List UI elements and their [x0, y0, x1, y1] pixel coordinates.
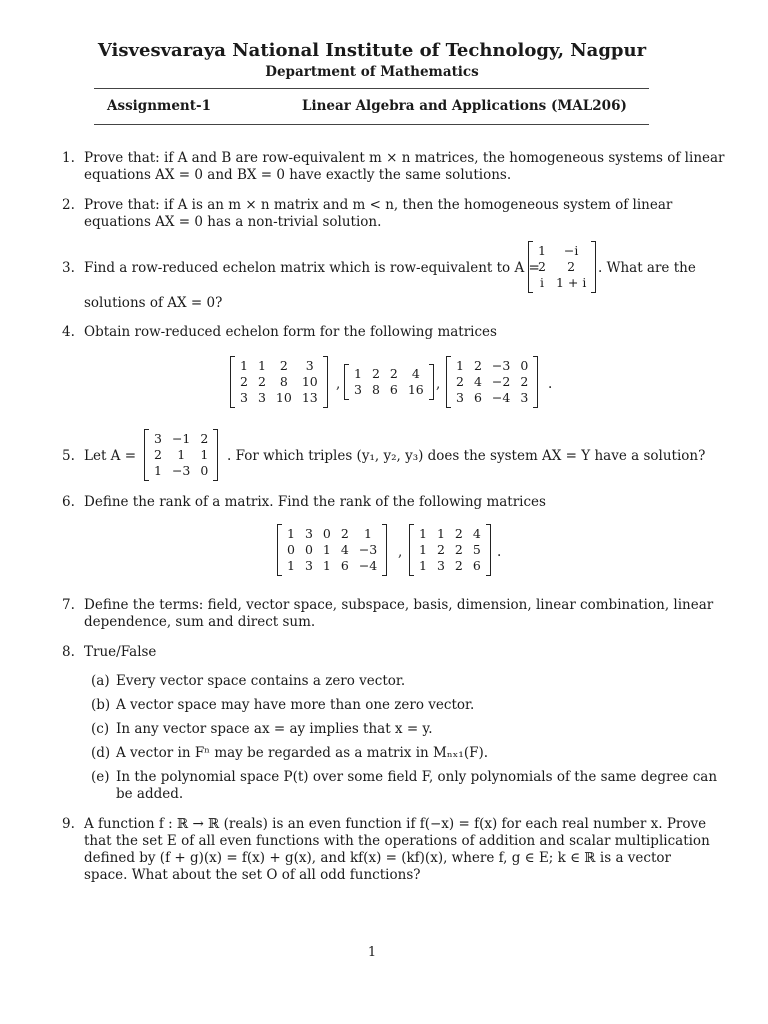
matrix-cell: 2 — [240, 374, 248, 389]
matrix-cell: 3 — [304, 558, 313, 573]
matrix-cell: 6 — [472, 558, 481, 573]
q8-item-e-text: In the polynomial space P(t) over some field F, only polynomials of the same degree can — [116, 769, 718, 785]
matrix-row — [235, 358, 323, 374]
matrix-cell: 3 — [240, 390, 248, 405]
matrix-cell: i — [539, 275, 544, 290]
q8-item-b-label: (b) — [91, 697, 111, 713]
matrix-cell: 0 — [322, 526, 331, 541]
matrix-body — [282, 526, 382, 574]
matrix-cell: 2 — [454, 558, 463, 573]
question-8-line-1: True/False — [84, 644, 157, 660]
question-4-number: 4. — [62, 324, 75, 340]
matrix-row — [349, 366, 429, 382]
question-4-matrix-1 — [230, 356, 328, 408]
question-9-number: 9. — [62, 816, 75, 832]
matrix-cell: 1 — [419, 542, 427, 557]
matrix-body — [349, 366, 429, 398]
page-number: 1 — [367, 945, 377, 960]
matrix-cell: −3 — [491, 358, 511, 373]
matrix-cell: 4 — [340, 542, 349, 557]
question-4-line-1: Obtain row-reduced echelon form for the following matrices — [84, 324, 497, 340]
question-5-matrix — [144, 429, 218, 481]
matrix-cell: 6 — [340, 558, 349, 573]
matrix-cell: 10 — [275, 390, 292, 405]
question-6-number: 6. — [62, 494, 75, 510]
matrix-right-bracket — [213, 429, 218, 481]
matrix-cell: 1 — [177, 447, 186, 462]
matrix-cell: 2 — [473, 358, 482, 373]
q8-item-e-label: (e) — [91, 769, 110, 785]
matrix-right-bracket — [533, 356, 538, 408]
matrix-cell: −i — [563, 243, 579, 258]
question-5-number: 5. — [62, 448, 75, 464]
matrix-row — [533, 243, 591, 259]
matrix-cell: 1 — [322, 558, 331, 573]
matrix-cell: 5 — [472, 542, 481, 557]
matrix-cell: −3 — [171, 463, 191, 478]
matrix-cell: 1 — [436, 526, 445, 541]
matrix-cell: 1 — [322, 542, 331, 557]
question-1-line-2: equations AX = 0 and BX = 0 have exactly the same solutions. — [84, 167, 512, 183]
matrix-cell: 1 — [419, 526, 427, 541]
matrix-cell: −4 — [491, 390, 511, 405]
matrix-row — [451, 390, 533, 406]
matrix-cell: 3 — [305, 358, 314, 373]
matrix-cell: 1 — [200, 447, 209, 462]
matrix-cell: 2 — [454, 526, 463, 541]
matrix-row — [149, 431, 213, 447]
matrix-row — [414, 558, 486, 574]
matrix-cell: 0 — [287, 542, 295, 557]
matrix-cell: 3 — [154, 431, 162, 446]
matrix-right-bracket — [486, 524, 491, 576]
matrix-cell: 8 — [371, 382, 380, 397]
matrix-row — [349, 382, 429, 398]
question-5-line-1a: Let A = — [84, 448, 137, 464]
matrix-cell: 1 — [456, 358, 464, 373]
matrix-cell: 0 — [520, 358, 529, 373]
matrix-row — [282, 542, 382, 558]
matrix-row — [533, 259, 591, 275]
matrix-cell: 16 — [407, 382, 424, 397]
matrix-right-bracket — [429, 364, 434, 400]
matrix-cell: 3 — [304, 526, 313, 541]
question-1-number: 1. — [62, 150, 75, 166]
matrix-cell: 2 — [567, 259, 576, 274]
q8-item-b-text: A vector space may have more than one zero vector. — [116, 697, 475, 713]
question-7-line-2: dependence, sum and direct sum. — [84, 614, 316, 630]
matrix-cell: −4 — [358, 558, 378, 573]
matrix-body — [149, 431, 213, 479]
matrix-cell: 2 — [389, 366, 398, 381]
matrix-cell: 4 — [473, 374, 482, 389]
matrix-cell: 3 — [354, 382, 362, 397]
matrix-body — [414, 526, 486, 574]
q8-item-e-text-2: be added. — [116, 786, 184, 802]
q8-item-a-label: (a) — [91, 673, 110, 689]
matrix-cell: 2 — [454, 542, 463, 557]
header-rule-bottom — [94, 124, 649, 125]
question-3-matrix — [528, 241, 596, 293]
matrix-cell: 2 — [520, 374, 529, 389]
question-9-line-2: that the set E of all even functions with the operations of addition and scalar multiplication — [84, 833, 710, 849]
matrix-body — [235, 358, 323, 406]
question-6-line-1: Define the rank of a matrix. Find the rank of the following matrices — [84, 494, 546, 510]
header-rule-top — [94, 88, 649, 89]
assignment-label: Assignment-1 — [107, 98, 211, 114]
question-9-line-3: defined by (f + g)(x) = f(x) + g(x), and kf(x) = (kf)(x), where f, g ∈ E; k ∈ ℝ is a vector — [84, 850, 671, 866]
question-3-number: 3. — [62, 260, 75, 276]
question-9-line-1: A function f : ℝ → ℝ (reals) is an even function if f(−x) = f(x) for each real number x. Prove — [84, 816, 707, 832]
matrix-row — [149, 447, 213, 463]
department-title: Department of Mathematics — [265, 64, 479, 80]
matrix-cell: 2 — [257, 374, 266, 389]
matrix-cell: 1 + i — [555, 275, 587, 290]
matrix-row — [414, 526, 486, 542]
matrix-cell: 1 — [419, 558, 427, 573]
matrix-row — [533, 275, 591, 291]
matrix-right-bracket — [323, 356, 328, 408]
matrix-right-bracket — [591, 241, 596, 293]
matrix-cell: 3 — [436, 558, 445, 573]
matrix-cell: 3 — [520, 390, 529, 405]
question-3-line-1a: Find a row-reduced echelon matrix which is row-equivalent to A = — [84, 260, 540, 276]
matrix-cell: 1 — [240, 358, 248, 373]
matrix-cell: 1 — [257, 358, 266, 373]
matrix-row — [149, 463, 213, 479]
q8-item-d-label: (d) — [91, 745, 111, 761]
question-3-line-1b: . What are the — [598, 260, 696, 276]
question-4-matrix-3 — [446, 356, 538, 408]
matrix-cell: 2 — [200, 431, 209, 446]
question-2-line-2: equations AX = 0 has a non-trivial solution. — [84, 214, 382, 230]
question-4-sep-1: , — [336, 376, 341, 392]
matrix-cell: 6 — [473, 390, 482, 405]
matrix-cell: −3 — [358, 542, 378, 557]
matrix-cell: 4 — [472, 526, 481, 541]
question-4-sep-2: , — [436, 376, 441, 392]
question-6-matrix-2 — [409, 524, 491, 576]
institute-title: Visvesvaraya National Institute of Technology, Nagpur — [97, 40, 647, 61]
matrix-cell: 2 — [154, 447, 162, 462]
matrix-cell: −2 — [491, 374, 511, 389]
matrix-right-bracket — [382, 524, 387, 576]
matrix-cell: 1 — [354, 366, 362, 381]
question-4-end: . — [548, 376, 553, 392]
matrix-cell: 1 — [287, 526, 295, 541]
question-1-line-1: Prove that: if A and B are row-equivalent m × n matrices, the homogeneous systems of linear — [84, 150, 725, 166]
matrix-cell: 1 — [538, 243, 546, 258]
question-6-end: . — [497, 544, 502, 560]
question-2-line-1: Prove that: if A is an m × n matrix and m < n, then the homogeneous system of linear — [84, 197, 673, 213]
matrix-cell: 2 — [340, 526, 349, 541]
question-3-line-2: solutions of AX = 0? — [84, 295, 223, 311]
question-4-matrix-2 — [344, 364, 434, 400]
matrix-cell: 1 — [364, 526, 372, 541]
q8-item-c-text: In any vector space ax = ay implies that x = y. — [116, 721, 433, 737]
matrix-row — [451, 374, 533, 390]
matrix-cell: −1 — [171, 431, 191, 446]
matrix-cell: 0 — [304, 542, 313, 557]
matrix-cell: 10 — [301, 374, 318, 389]
matrix-cell: 8 — [279, 374, 288, 389]
matrix-cell: 6 — [389, 382, 398, 397]
matrix-row — [235, 390, 323, 406]
question-6-sep: , — [398, 544, 403, 560]
matrix-body — [451, 358, 533, 406]
question-7-number: 7. — [62, 597, 75, 613]
matrix-cell: 2 — [371, 366, 380, 381]
matrix-row — [235, 374, 323, 390]
matrix-row — [451, 358, 533, 374]
matrix-cell: 0 — [200, 463, 209, 478]
question-5-line-1b: . For which triples (y₁, y₂, y₃) does the system AX = Y have a solution? — [227, 448, 706, 464]
course-title: Linear Algebra and Applications (MAL206) — [302, 98, 627, 114]
matrix-row — [414, 542, 486, 558]
q8-item-c-label: (c) — [91, 721, 110, 737]
matrix-row — [282, 526, 382, 542]
question-9-line-4: space. What about the set O of all odd functions? — [84, 867, 421, 883]
matrix-row — [282, 558, 382, 574]
matrix-cell: 4 — [411, 366, 420, 381]
matrix-cell: 3 — [257, 390, 266, 405]
matrix-cell: 1 — [154, 463, 162, 478]
q8-item-a-text: Every vector space contains a zero vector. — [116, 673, 406, 689]
question-6-matrix-1 — [277, 524, 387, 576]
matrix-cell: 2 — [456, 374, 464, 389]
q8-item-d-text: A vector in Fⁿ may be regarded as a matrix in Mₙₓ₁(F). — [116, 745, 489, 761]
matrix-cell: 2 — [538, 259, 546, 274]
question-7-line-1: Define the terms: field, vector space, subspace, basis, dimension, linear combination, linear — [84, 597, 714, 613]
matrix-cell: 13 — [301, 390, 318, 405]
matrix-cell: 3 — [456, 390, 464, 405]
matrix-cell: 2 — [436, 542, 445, 557]
matrix-body — [533, 243, 591, 291]
question-8-number: 8. — [62, 644, 75, 660]
matrix-cell: 1 — [287, 558, 295, 573]
question-2-number: 2. — [62, 197, 75, 213]
matrix-cell: 2 — [279, 358, 288, 373]
